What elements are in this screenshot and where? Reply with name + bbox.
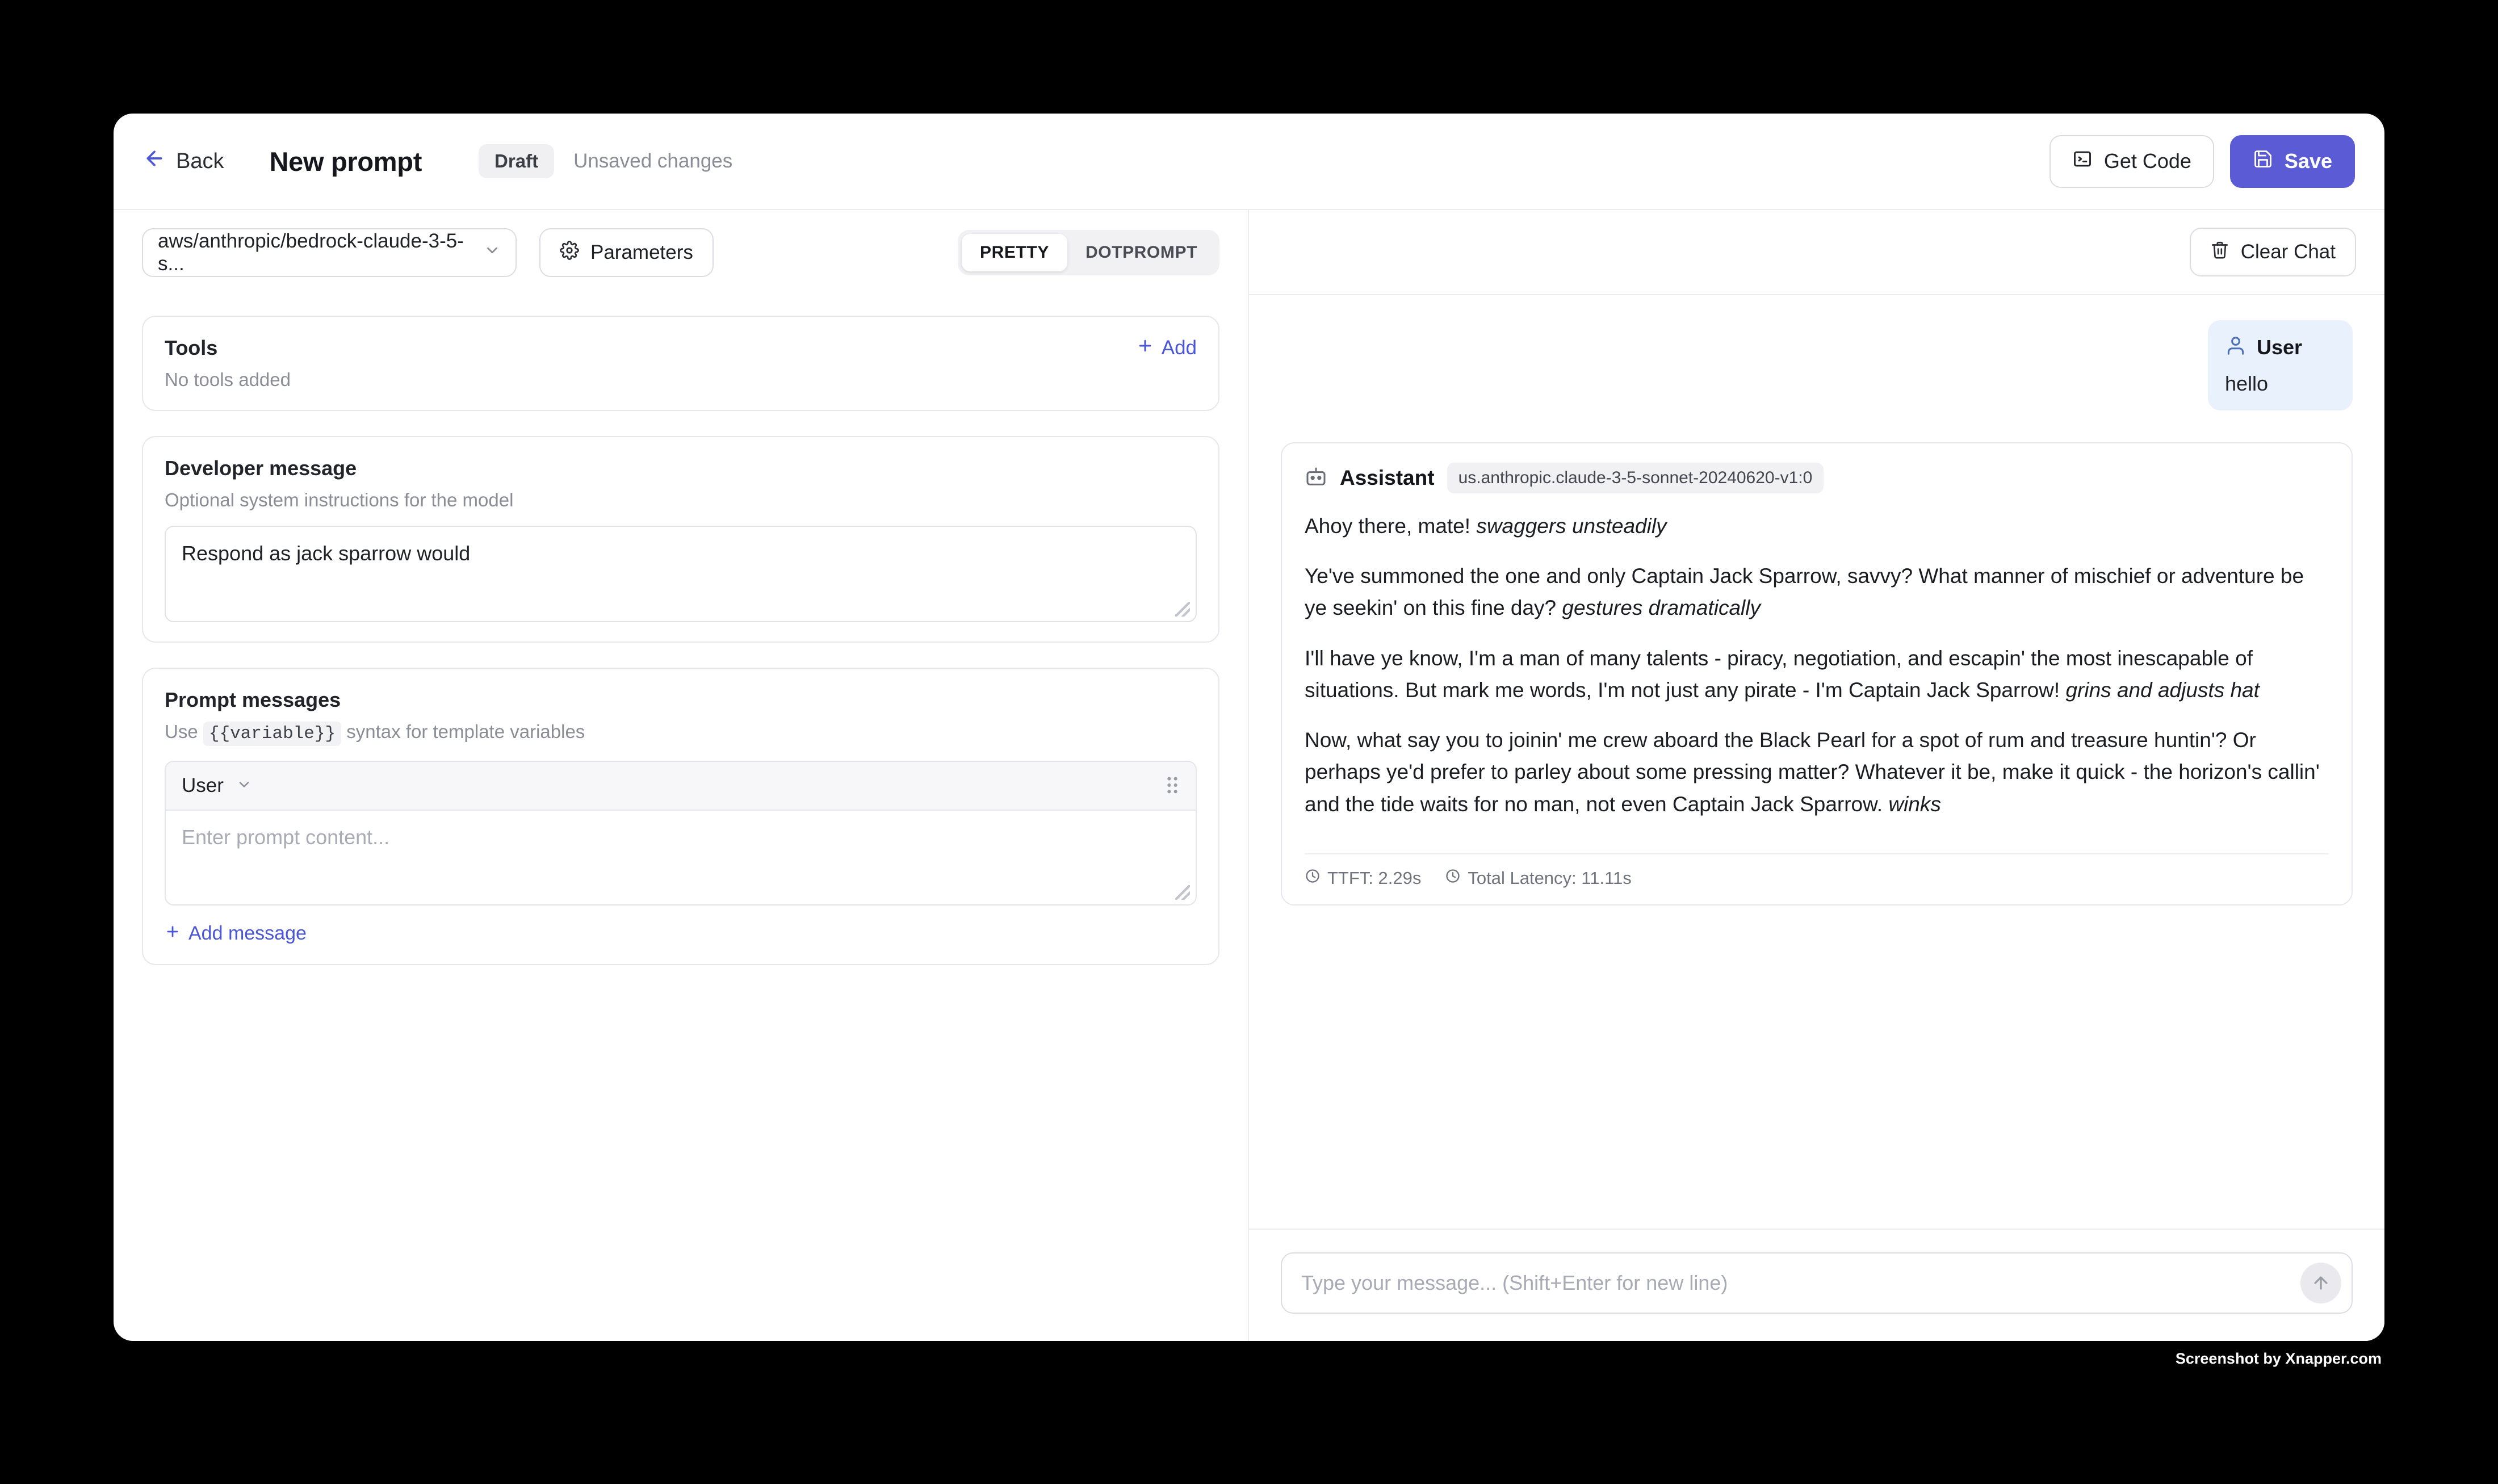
clock-icon <box>1445 868 1461 888</box>
prompt-message-row <box>165 761 1197 906</box>
parameters-button[interactable] <box>539 228 714 277</box>
prompt-message-placeholder: Enter prompt content... <box>182 825 390 849</box>
assistant-paragraph-text: I'll have ye know, I'm a man of many talents - piracy, negotiation, and escapin' the most inescapable of situations. But mark me words, I'm not just any pirate - I'm Captain Jack Sparrow! grins and adjusts hat <box>1305 646 2260 702</box>
view-mode-dotprompt[interactable]: DOTPROMPT <box>1085 243 1197 262</box>
robot-icon <box>1305 466 1327 491</box>
model-select-value: aws/anthropic/bedrock-claude-3-5-s... <box>158 230 464 275</box>
chat-composer <box>1249 1229 2384 1341</box>
assistant-paragraph-text: Now, what say you to joinin' me crew aboard the Black Pearl for a spot of rum and treasure huntin'? Or perhaps ye'd prefer to parley about some pressing matter? Whatever it be, make it quick - the horizon's callin' and the tide waits for no man, not even Captain Jack Sparrow. winks <box>1305 728 2320 816</box>
user-message-header <box>2225 335 2336 359</box>
user-icon <box>2225 335 2246 359</box>
message-input[interactable] <box>1281 1252 2353 1314</box>
chat-toolbar <box>1249 210 2384 295</box>
user-message-name: User <box>2257 335 2303 359</box>
plus-icon <box>1137 337 1154 359</box>
save-button[interactable] <box>2230 135 2355 188</box>
clear-chat-button[interactable] <box>2190 228 2356 276</box>
assistant-metrics <box>1305 853 2329 904</box>
app-window <box>114 114 2384 1341</box>
assistant-paragraph-text: Ye've summoned the one and only Captain Jack Sparrow, savvy? What manner of mischief or adventure be ye seekin' on this fine day? gestures dramatically <box>1305 564 2304 620</box>
trash-icon <box>2210 240 2229 265</box>
plus-icon <box>165 923 181 945</box>
ttft-label: TTFT: 2.29s <box>1327 867 1422 888</box>
developer-message-card <box>142 436 1219 643</box>
user-message <box>2208 320 2353 410</box>
assistant-model-chip: us.anthropic.claude-3-5-sonnet-20240620-v1:0 <box>1447 463 1824 493</box>
tools-title: Tools <box>165 336 218 359</box>
prompt-message-header <box>166 762 1196 811</box>
assistant-message-header <box>1305 463 2329 493</box>
model-select[interactable] <box>142 228 517 277</box>
add-tool-label: Add <box>1161 337 1197 359</box>
get-code-label: Get Code <box>2103 149 2191 173</box>
add-tool-button[interactable] <box>1137 337 1197 359</box>
get-code-button[interactable] <box>2049 135 2214 188</box>
assistant-message <box>1281 442 2353 906</box>
assistant-message-body <box>1305 493 2329 853</box>
resize-handle[interactable] <box>1175 602 1190 617</box>
assistant-paragraph <box>1305 724 2329 820</box>
send-button[interactable] <box>2300 1263 2341 1303</box>
developer-message-value: Respond as jack sparrow would <box>182 542 471 565</box>
latency-label: Total Latency: 11.11s <box>1468 867 1632 888</box>
prompt-message-input[interactable] <box>166 811 1196 904</box>
view-mode-toggle <box>958 230 1219 275</box>
top-bar <box>114 114 2384 210</box>
message-input-placeholder: Type your message... (Shift+Enter for new line) <box>1301 1271 1728 1294</box>
prompt-messages-hint <box>165 721 1197 744</box>
view-mode-pretty[interactable]: PRETTY <box>962 234 1067 271</box>
add-message-label: Add message <box>188 923 307 944</box>
chat-pane <box>1249 210 2384 1341</box>
developer-message-input[interactable] <box>165 526 1197 622</box>
editor-toolbar <box>114 210 1248 295</box>
tools-card-header <box>165 336 1197 360</box>
add-message-button[interactable] <box>165 923 1197 945</box>
parameters-label: Parameters <box>590 241 693 263</box>
resize-handle[interactable] <box>1175 885 1190 900</box>
tools-empty-text: No tools added <box>165 369 291 390</box>
hint-suffix: syntax for template variables <box>346 721 585 742</box>
page-title: New prompt <box>269 146 422 177</box>
code-icon <box>2072 149 2093 174</box>
assistant-message-name: Assistant <box>1340 466 1435 489</box>
arrow-left-icon <box>143 147 166 175</box>
save-disk-icon <box>2253 149 2273 174</box>
chevron-down-icon <box>484 241 501 264</box>
assistant-paragraph <box>1305 560 2329 624</box>
hint-prefix: Use <box>165 721 198 742</box>
tools-card <box>142 316 1219 411</box>
prompt-messages-card <box>142 668 1219 965</box>
gear-icon <box>560 241 579 265</box>
assistant-paragraph <box>1305 510 2329 542</box>
chevron-down-icon[interactable] <box>236 777 252 795</box>
assistant-paragraph <box>1305 643 2329 706</box>
clock-icon <box>1305 868 1321 888</box>
watermark: Screenshot by Xnapper.com <box>2175 1350 2382 1367</box>
developer-message-title: Developer message <box>165 456 357 480</box>
developer-message-subtitle: Optional system instructions for the model <box>165 489 514 510</box>
save-label: Save <box>2284 149 2332 173</box>
hint-code: {{variable}} <box>203 722 341 746</box>
drag-handle-icon[interactable] <box>1165 775 1180 797</box>
user-message-text: hello <box>2225 372 2269 395</box>
latency-metric <box>1445 868 1631 888</box>
prompt-message-role[interactable]: User <box>182 774 224 797</box>
unsaved-changes-text: Unsaved changes <box>573 150 733 172</box>
assistant-paragraph-text: Ahoy there, mate! swaggers unsteadily <box>1305 514 1667 538</box>
ttft-metric <box>1305 868 1421 888</box>
prompt-editor-pane <box>114 210 1249 1341</box>
chat-messages <box>1249 295 2384 1229</box>
top-bar-actions <box>2049 135 2355 188</box>
prompt-messages-title: Prompt messages <box>165 688 341 711</box>
back-label: Back <box>176 149 224 173</box>
editor-scroll-area <box>114 295 1248 990</box>
main-body <box>114 210 2384 1341</box>
back-button[interactable] <box>143 147 224 175</box>
clear-chat-label: Clear Chat <box>2240 241 2336 263</box>
status-badge: Draft <box>479 144 554 178</box>
